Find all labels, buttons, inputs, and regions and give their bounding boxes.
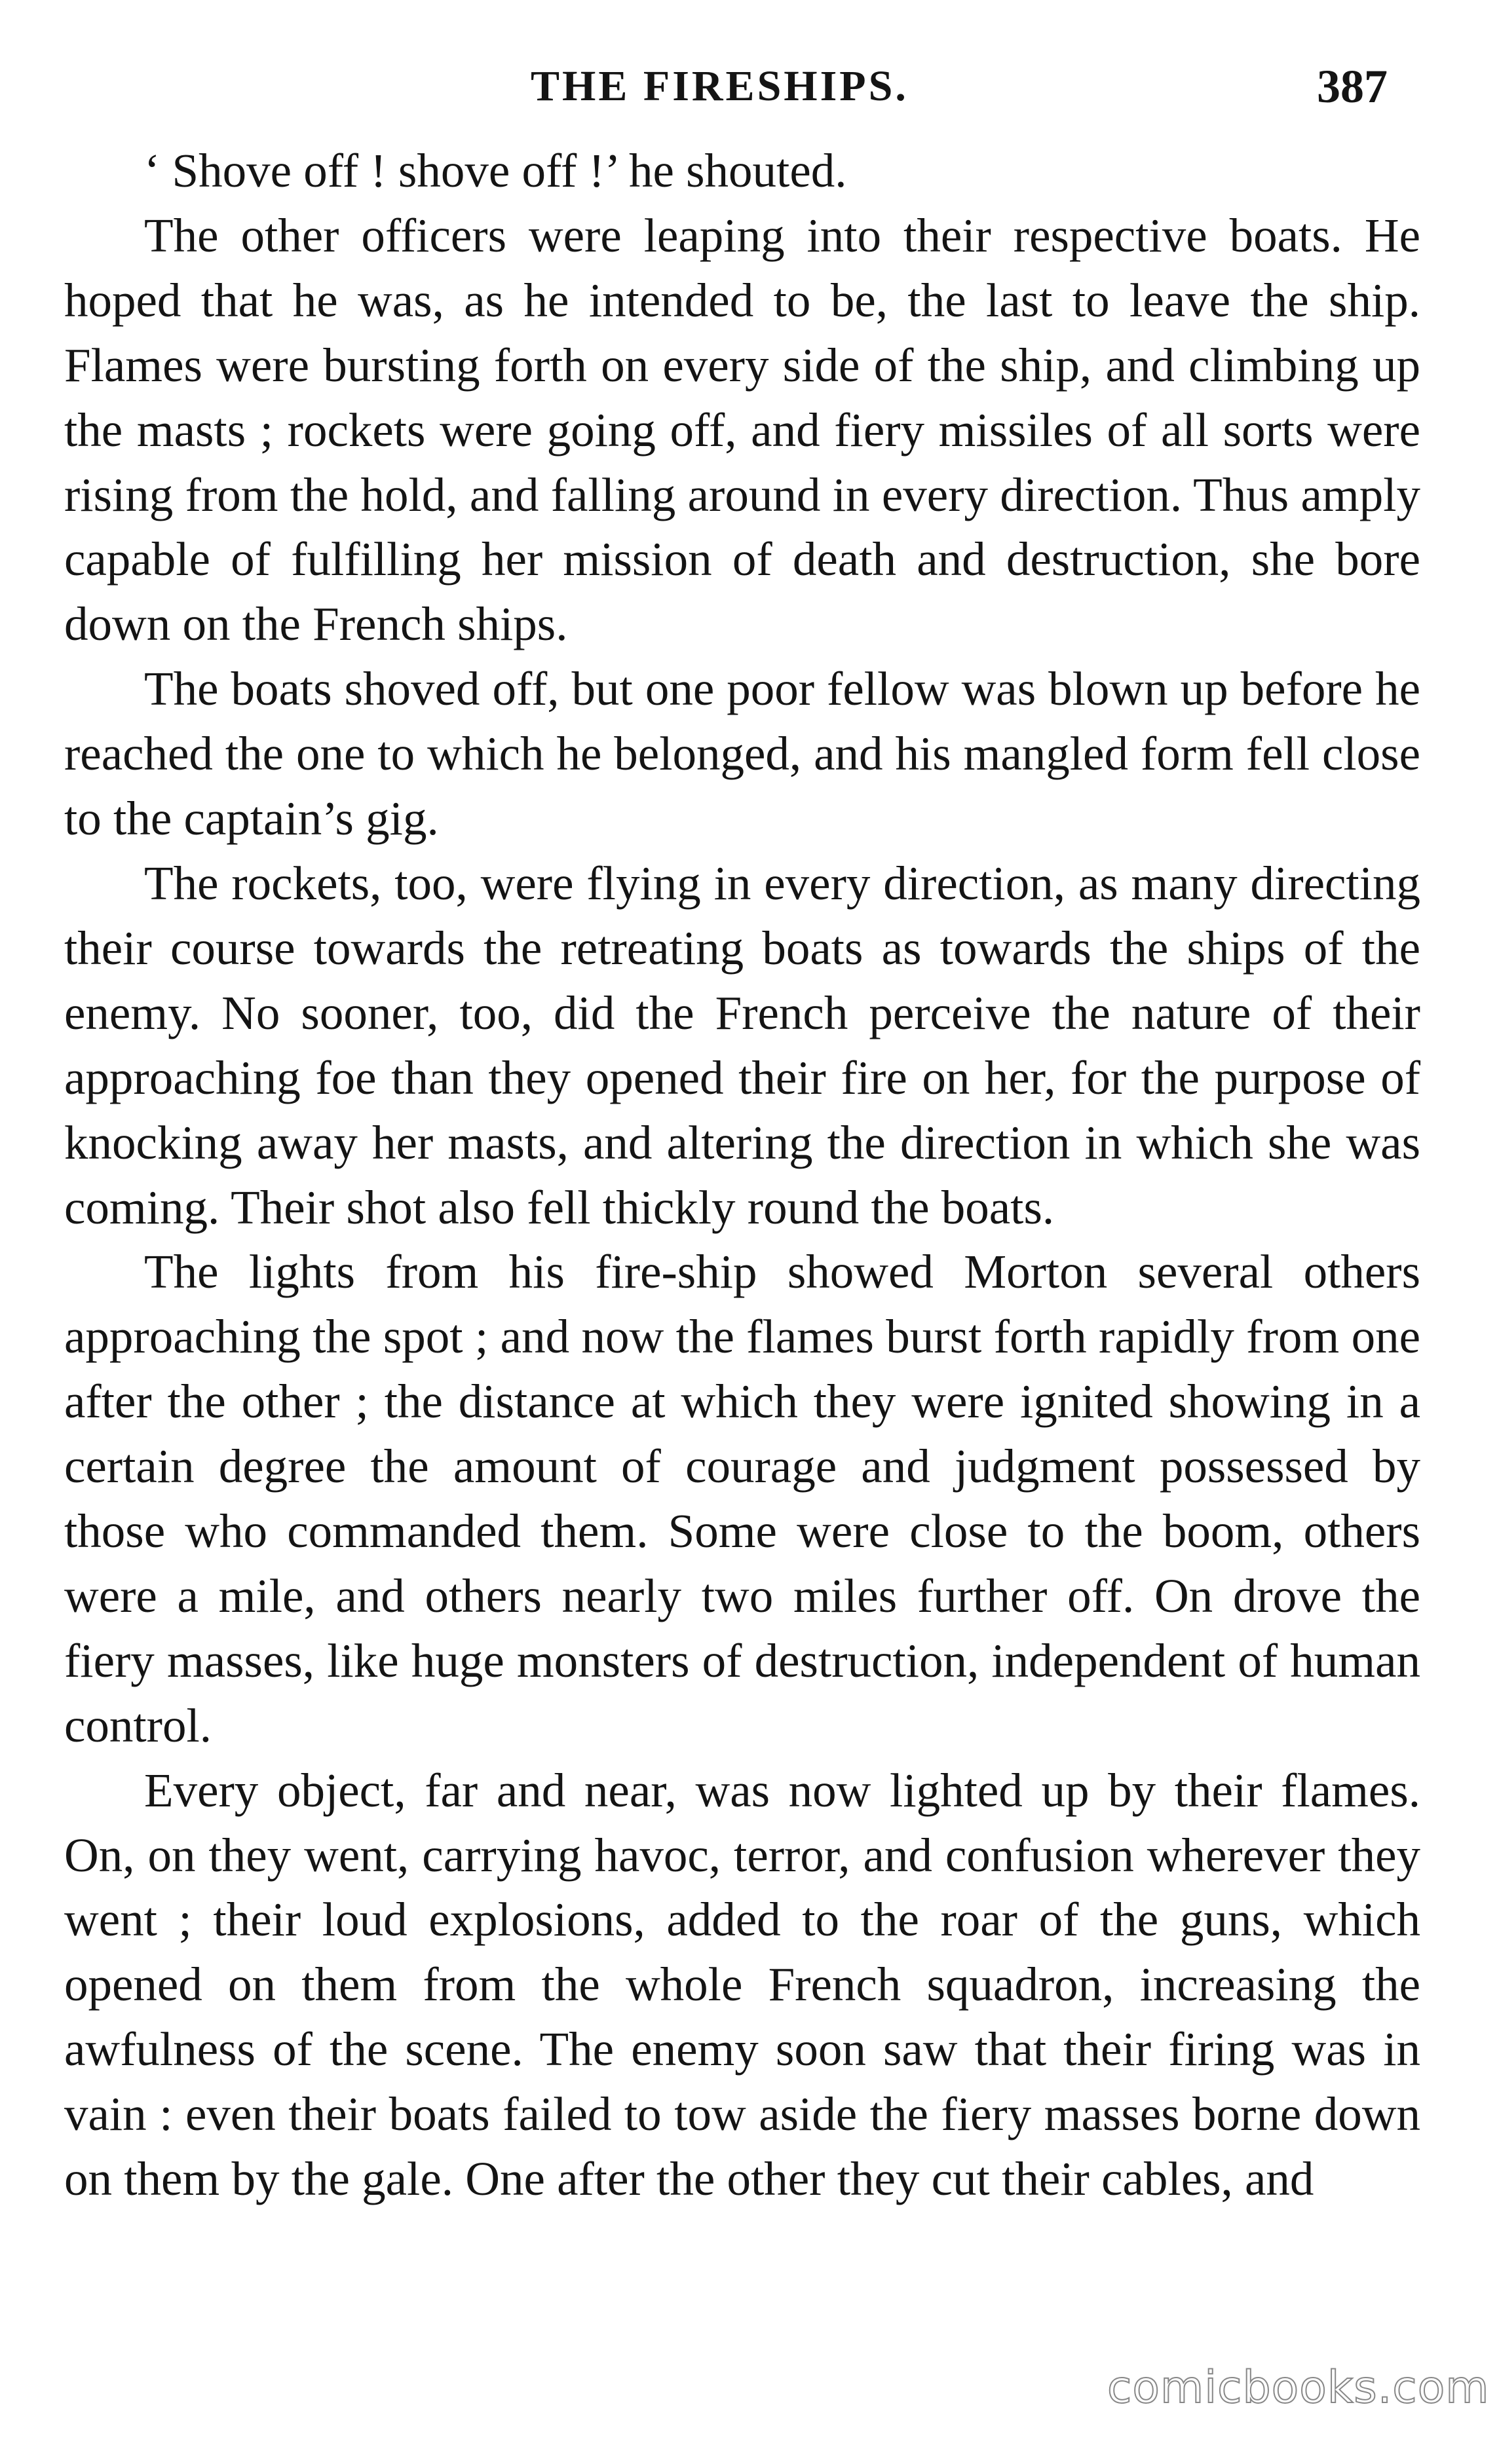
watermark: comicbooks.com — [1107, 2362, 1490, 2414]
paragraph: ‘ Shove off ! shove off !’ he shouted. — [144, 144, 847, 197]
paragraph: Every object, far and near, was now lighted up by their flames. On, on they went, carrying havoc, terror, and confusion wherever they went ; their loud explosions, added to the roar of the guns, which opened on them from the whole French squadron, increasing the awfulness of the scene. The enemy soon saw that their firing was in vain : even their boats failed to tow aside the fiery masses borne down on them by the gale. One after the other they cut their cables, and — [64, 1763, 1420, 2206]
running-title: THE FIRESHIPS. — [531, 62, 909, 110]
body-text — [64, 139, 1420, 2212]
paragraph: The rockets, too, were flying in every direction, as many directing their course towards the retreating boats as towards the ships of the enemy. No sooner, too, did the French perceive the nature of their approaching foe than they opened their fire on her, for the purpose of knocking away her masts, and altering the direction in which she was coming. Their shot also fell thickly round the boats. — [64, 856, 1420, 1234]
paragraph: The lights from his fire-ship showed Morton several others approaching the spot ; and now the flames burst forth rapidly from one after the other ; the distance at which they were ignited showing in a certain degree the amount of courage and judgment possessed by those who commanded them. Some were close to the boom, others were a mile, and others nearly two miles further off. On drove the fiery masses, like huge monsters of destruction, independent of human control. — [64, 1245, 1420, 1752]
paragraph: The other officers were leaping into their respective boats. He hoped that he was, as he intended to be, the last to leave the ship. Flames were bursting forth on every side of the ship, and climbing up the masts ; rockets were going off, and fiery missiles of all sorts were rising from the hold, and falling around in every direction. Thus amply capable of fulfilling her mission of death and destruction, she bore down on the French ships. — [64, 208, 1420, 651]
running-header — [0, 54, 1499, 119]
page-number: 387 — [1317, 60, 1388, 113]
paragraph: The boats shoved off, but one poor fellow was blown up before he reached the one to which he belonged, and his mangled form fell close to the captain’s gig. — [64, 662, 1420, 846]
